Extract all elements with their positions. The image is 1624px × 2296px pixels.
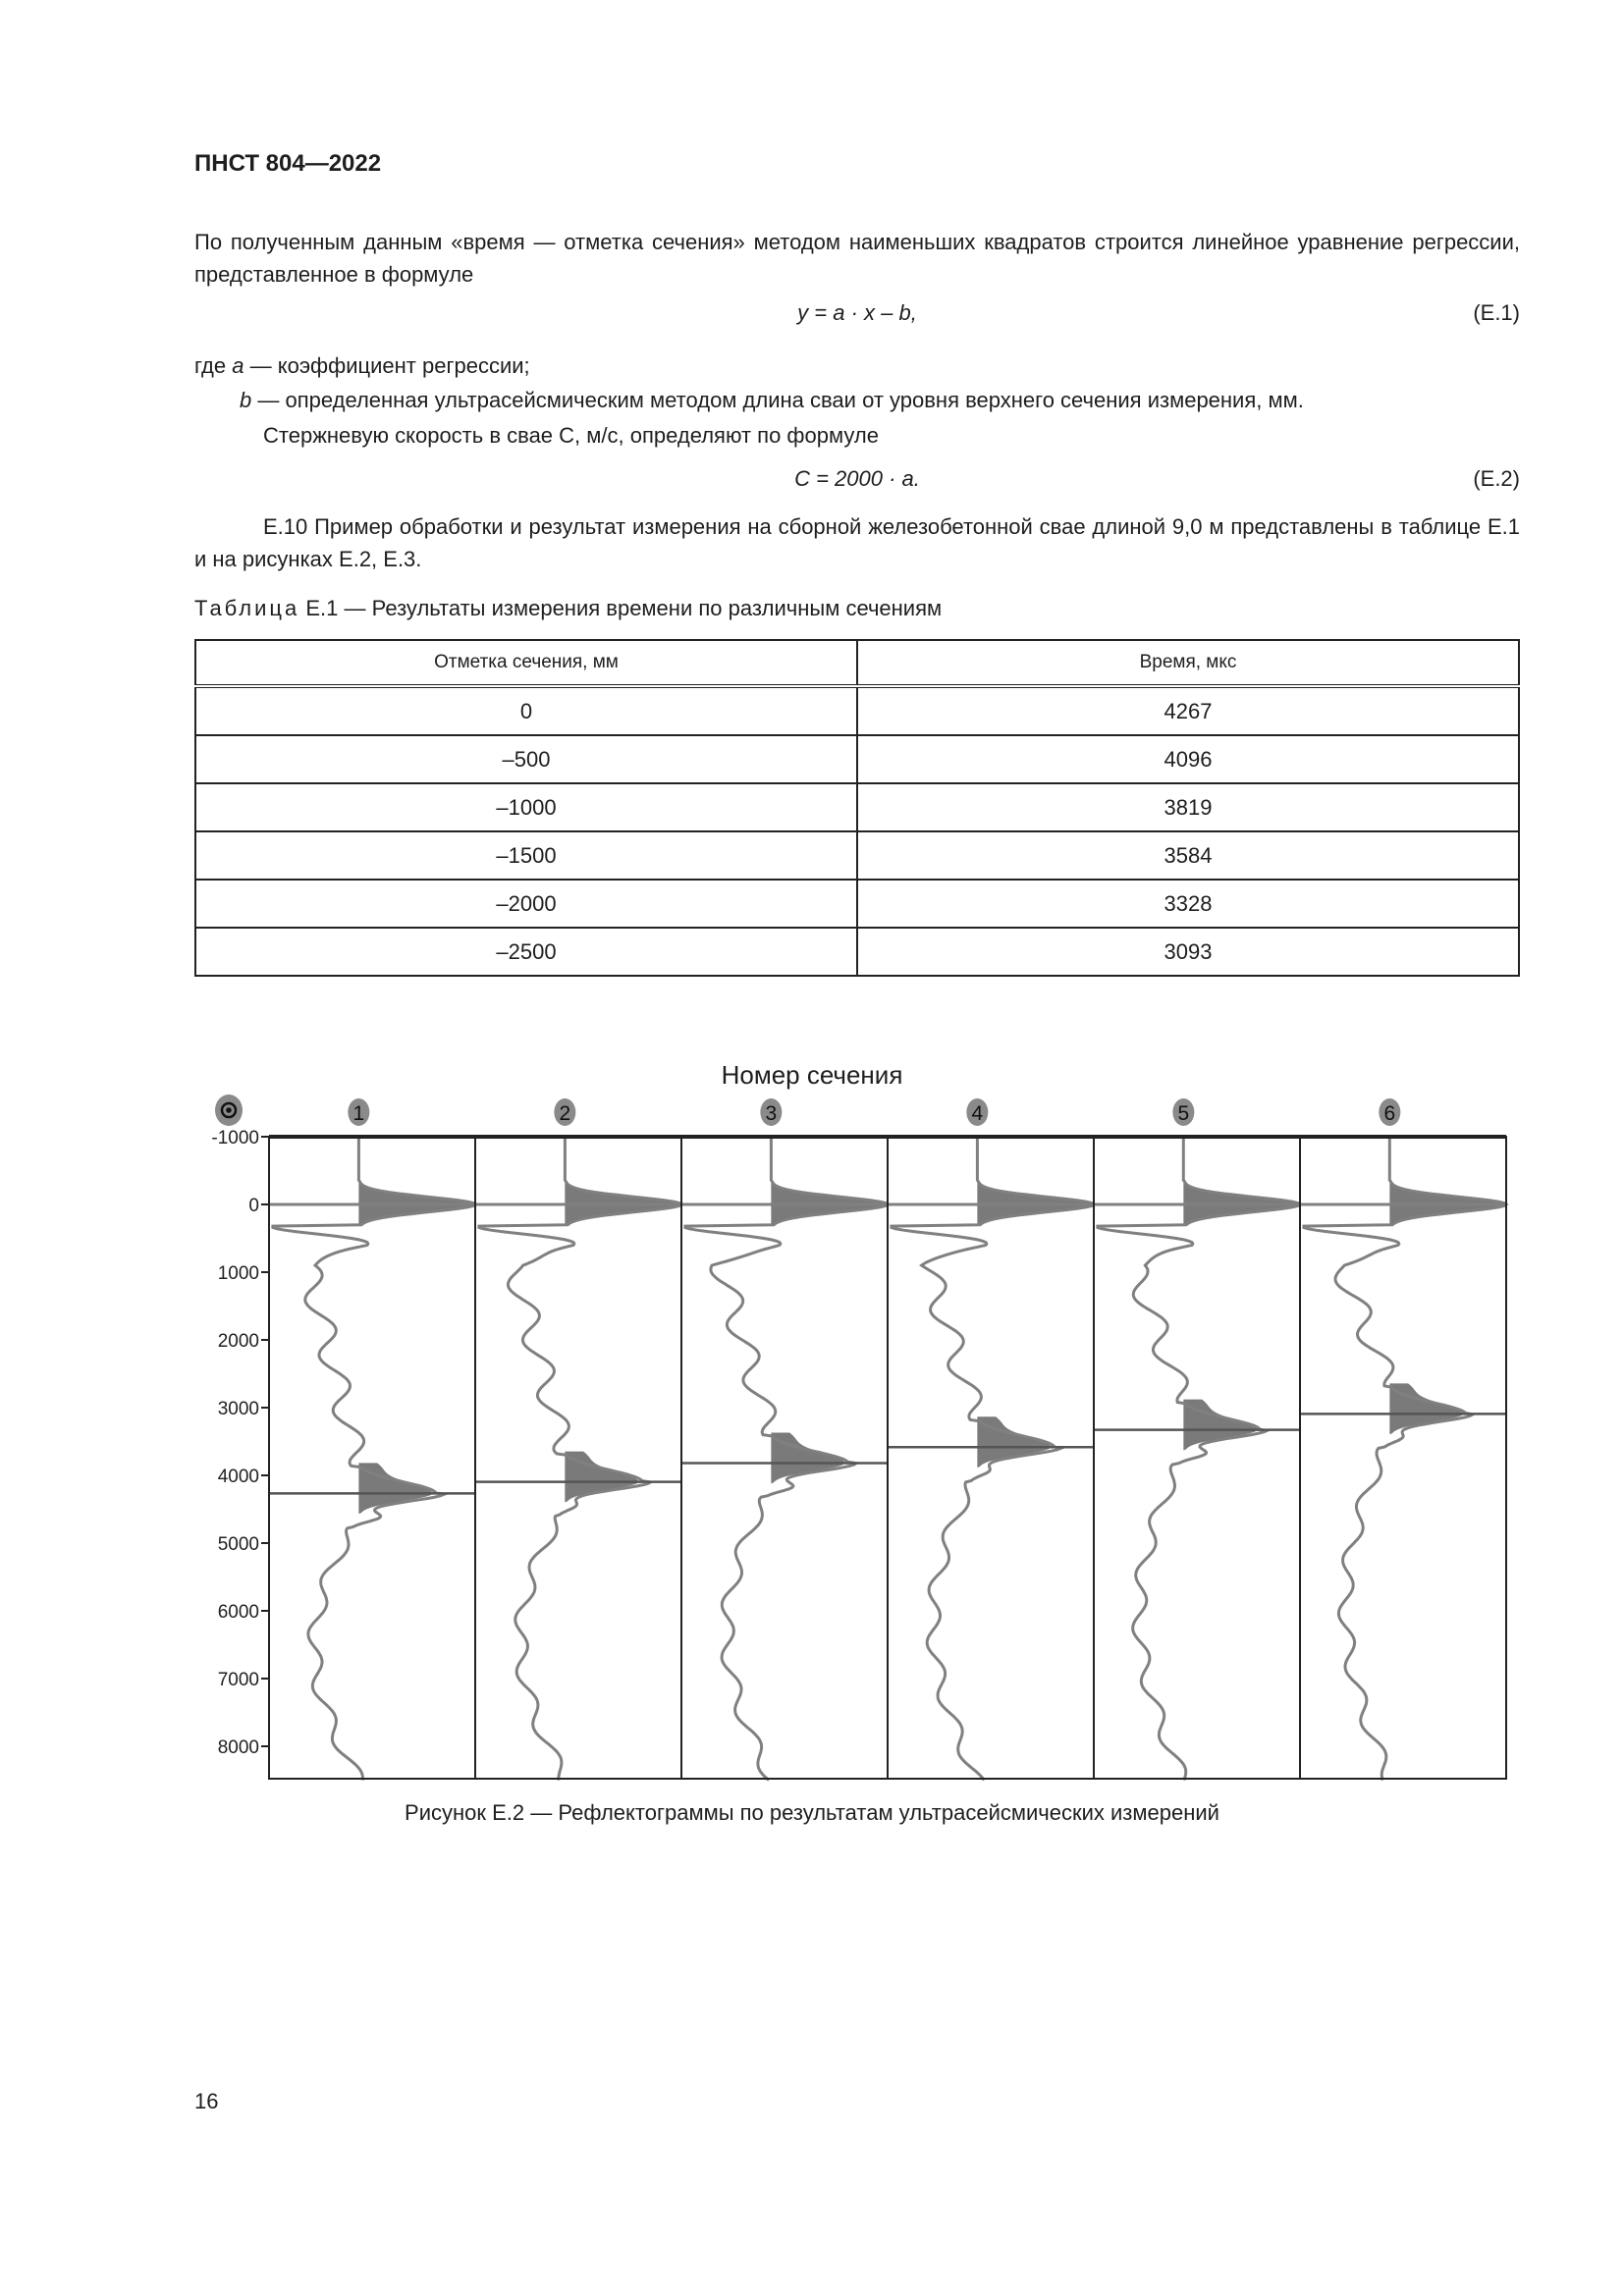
section-number: 6 — [1383, 1102, 1396, 1125]
y-tick-label: 8000 — [217, 1737, 259, 1758]
reflectogram-trace — [1098, 1137, 1300, 1781]
where-b-text: — определенная ультрасейсмическим методом длина сваи от уровня верхнего сечения измерения, мм. — [251, 388, 1304, 412]
y-tick-label: 6000 — [217, 1602, 259, 1623]
var-a: a — [232, 353, 244, 378]
reflection-peak — [1183, 1400, 1257, 1451]
cell-time: 4096 — [857, 735, 1519, 783]
y-tick-label: 2000 — [217, 1331, 259, 1352]
cell-section-mark: –2500 — [195, 928, 857, 976]
paragraph-e10: Е.10 Пример обработки и результат измерения на сборной железобетонной свае длиной 9,0 м представлены в таблице Е.1 и на рисунках Е.2, Е.3. — [194, 514, 1520, 571]
where-prefix: где — [194, 353, 227, 378]
header-time: Время, мкс — [857, 640, 1519, 686]
y-tick-label: 4000 — [217, 1467, 259, 1487]
table-caption-word: Таблица — [194, 596, 300, 620]
figure-caption: Рисунок Е.2 — Рефлектограммы по результатам ультрасейсмических измерений — [405, 1800, 1219, 1825]
cell-section-mark: –500 — [195, 735, 857, 783]
eye-icon-pupil — [226, 1107, 232, 1113]
y-tick-label: 1000 — [217, 1263, 259, 1284]
reflectogram-trace — [273, 1137, 475, 1781]
cell-time: 3819 — [857, 783, 1519, 831]
reflection-peak — [358, 1463, 432, 1514]
velocity-text: Стержневую скорость в свае C, м/с, определяют по формуле — [263, 423, 879, 448]
y-tick-label: 7000 — [217, 1670, 259, 1690]
formula-e1-text: y = a · x – b, — [797, 300, 917, 325]
section-number: 5 — [1177, 1102, 1190, 1125]
cell-section-mark: 0 — [195, 686, 857, 735]
var-b: b — [240, 388, 252, 412]
cell-time: 3584 — [857, 831, 1519, 880]
page-number: 16 — [194, 2089, 219, 2113]
reflectogram-trace — [1304, 1137, 1506, 1781]
formula-e2-text: C = 2000 · a. — [794, 466, 920, 491]
y-tick-label: 3000 — [217, 1399, 259, 1419]
formula-e1-number: (Е.1) — [1473, 300, 1520, 325]
figure-title: Номер сечения — [721, 1060, 903, 1090]
y-tick-label: -1000 — [211, 1128, 259, 1148]
document-code: ПНСТ 804—2022 — [194, 150, 382, 177]
cell-time: 3328 — [857, 880, 1519, 928]
paragraph-regression: По полученным данным «время — отметка сечения» методом наименьших квадратов строится линейное уравнение регрессии, представленное в формуле — [194, 230, 1520, 287]
cell-section-mark: –1500 — [195, 831, 857, 880]
y-tick-label: 0 — [248, 1196, 259, 1216]
section-number: 4 — [971, 1102, 984, 1125]
y-tick-label: 5000 — [217, 1534, 259, 1555]
formula-e2-number: (Е.2) — [1473, 466, 1520, 491]
section-number: 2 — [559, 1102, 571, 1125]
header-section-mark: Отметка сечения, мм — [195, 640, 857, 686]
reflection-peak — [977, 1416, 1051, 1468]
cell-section-mark: –2000 — [195, 880, 857, 928]
table-caption-text: Е.1 — Результаты измерения времени по различным сечениям — [299, 596, 943, 620]
cell-time: 4267 — [857, 686, 1519, 735]
where-a-text: — коэффициент регрессии; — [244, 353, 530, 378]
cell-time: 3093 — [857, 928, 1519, 976]
section-number: 1 — [352, 1102, 365, 1125]
section-number: 3 — [765, 1102, 778, 1125]
reflection-peak — [1389, 1383, 1463, 1434]
cell-section-mark: –1000 — [195, 783, 857, 831]
reflection-peak — [771, 1432, 844, 1483]
